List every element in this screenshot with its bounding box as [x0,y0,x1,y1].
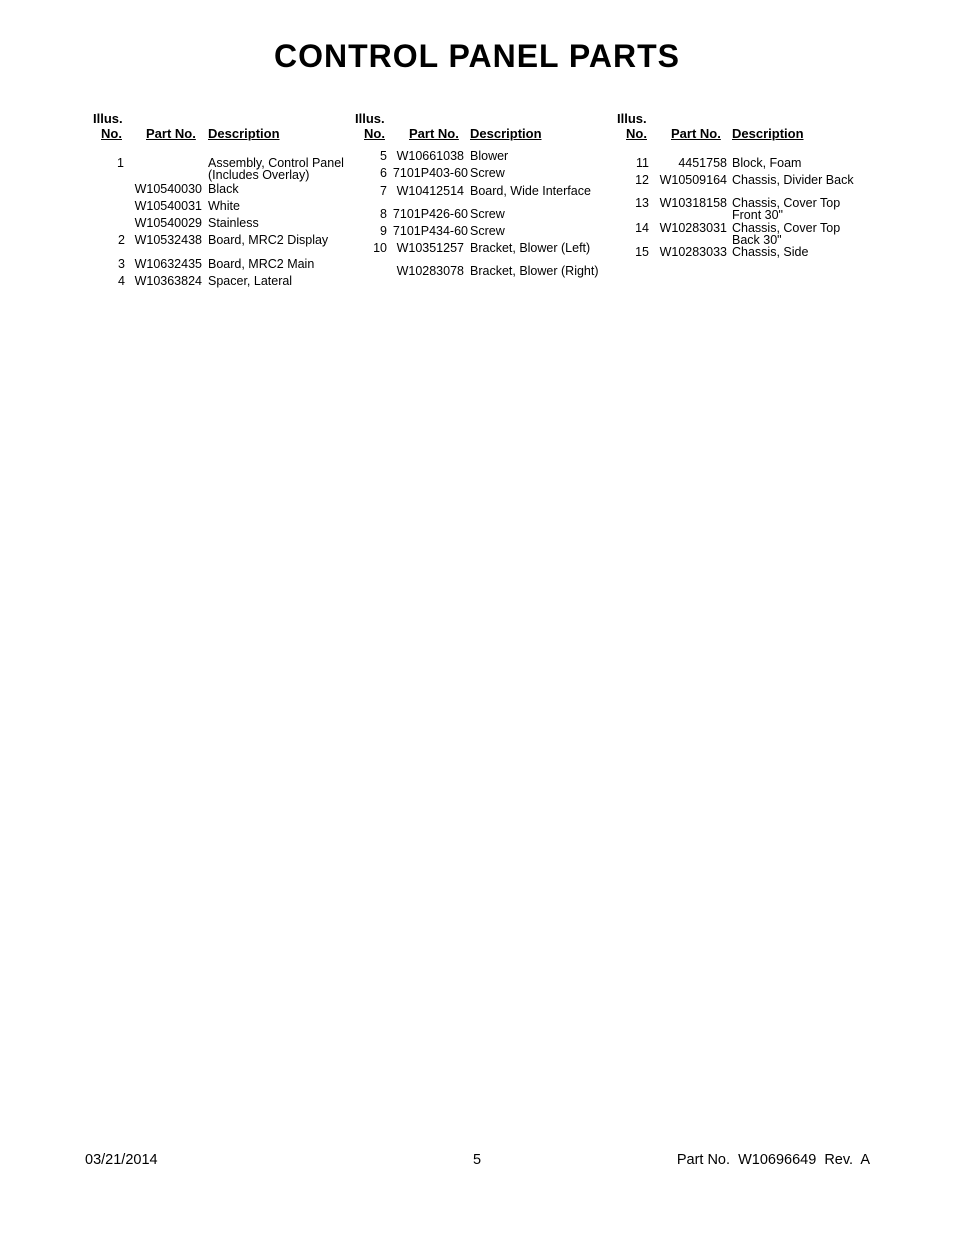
part-description: Stainless [208,216,259,230]
part-description: Block, Foam [732,156,802,170]
description-header: Description [470,126,542,141]
part-number: W10412514 [396,184,464,198]
part-description: Spacer, Lateral [208,274,293,288]
part-number: W10661038 [396,149,464,163]
part-description: Board, MRC2 Main [208,257,315,271]
illus-number: 5 [380,149,387,163]
description-header: Description [208,126,280,141]
part-number: 7101P403-60 [392,166,468,180]
part-number: W10532438 [134,233,202,247]
illus-header-line1: Illus. [617,111,647,126]
part-number: W10283078 [396,264,464,278]
part-description: Bracket, Blower (Left) [470,241,591,255]
part-number: W10540031 [134,199,202,213]
illus-number: 7 [380,184,387,198]
footer-page-number: 5 [473,1152,482,1168]
part-description: Chassis, Cover Top Front 30" [732,196,841,222]
part-number: W10351257 [396,241,464,255]
part-number: W10632435 [134,257,202,271]
part-no-header: Part No. [671,126,721,141]
illus-header-line1: Illus. [93,111,123,126]
illus-header-line2: No. [101,126,122,141]
part-number: W10540029 [134,216,202,230]
footer-date: 03/21/2014 [85,1152,158,1168]
part-description: Assembly, Control Panel (Includes Overlay) [208,156,344,182]
illus-number: 6 [380,166,387,180]
part-description: Screw [470,166,505,180]
part-number: W10283033 [659,245,727,259]
part-description: Bracket, Blower (Right) [470,264,599,278]
footer-part-number: Part No. W10696649 Rev. A [676,1152,870,1168]
illus-number: 15 [635,245,649,259]
illus-number: 9 [380,224,387,238]
illus-header-line2: No. [626,126,647,141]
part-number: W10318158 [659,196,727,210]
illus-number: 2 [118,233,125,247]
part-description: Chassis, Cover Top Back 30" [732,221,841,247]
part-number: W10363824 [134,274,202,288]
illus-header-line1: Illus. [355,111,385,126]
part-number: 4451758 [678,156,727,170]
part-description: Black [208,182,239,196]
part-description: White [208,199,240,213]
part-number: 7101P426-60 [392,207,468,221]
illus-number: 12 [635,173,649,187]
part-description: Board, MRC2 Display [208,233,329,247]
description-header: Description [732,126,804,141]
illus-number: 3 [118,257,125,271]
illus-number: 8 [380,207,387,221]
illus-number: 4 [118,274,125,288]
part-description: Screw [470,224,505,238]
illus-number: 13 [635,196,649,210]
illus-number: 14 [635,221,649,235]
page-title: CONTROL PANEL PARTS [274,38,680,74]
part-number: 7101P434-60 [392,224,468,238]
part-description: Screw [470,207,505,221]
part-description: Chassis, Divider Back [732,173,854,187]
part-number: W10283031 [659,221,727,235]
illus-number: 1 [117,156,124,170]
illus-header-line2: No. [364,126,385,141]
part-no-header: Part No. [146,126,196,141]
part-description: Blower [470,149,509,163]
part-number: W10509164 [659,173,727,187]
part-description: Chassis, Side [732,245,809,259]
part-description: Board, Wide Interface [470,184,591,198]
part-number: W10540030 [134,182,202,196]
illus-number: 11 [636,156,649,170]
part-no-header: Part No. [409,126,459,141]
illus-number: 10 [373,241,387,255]
